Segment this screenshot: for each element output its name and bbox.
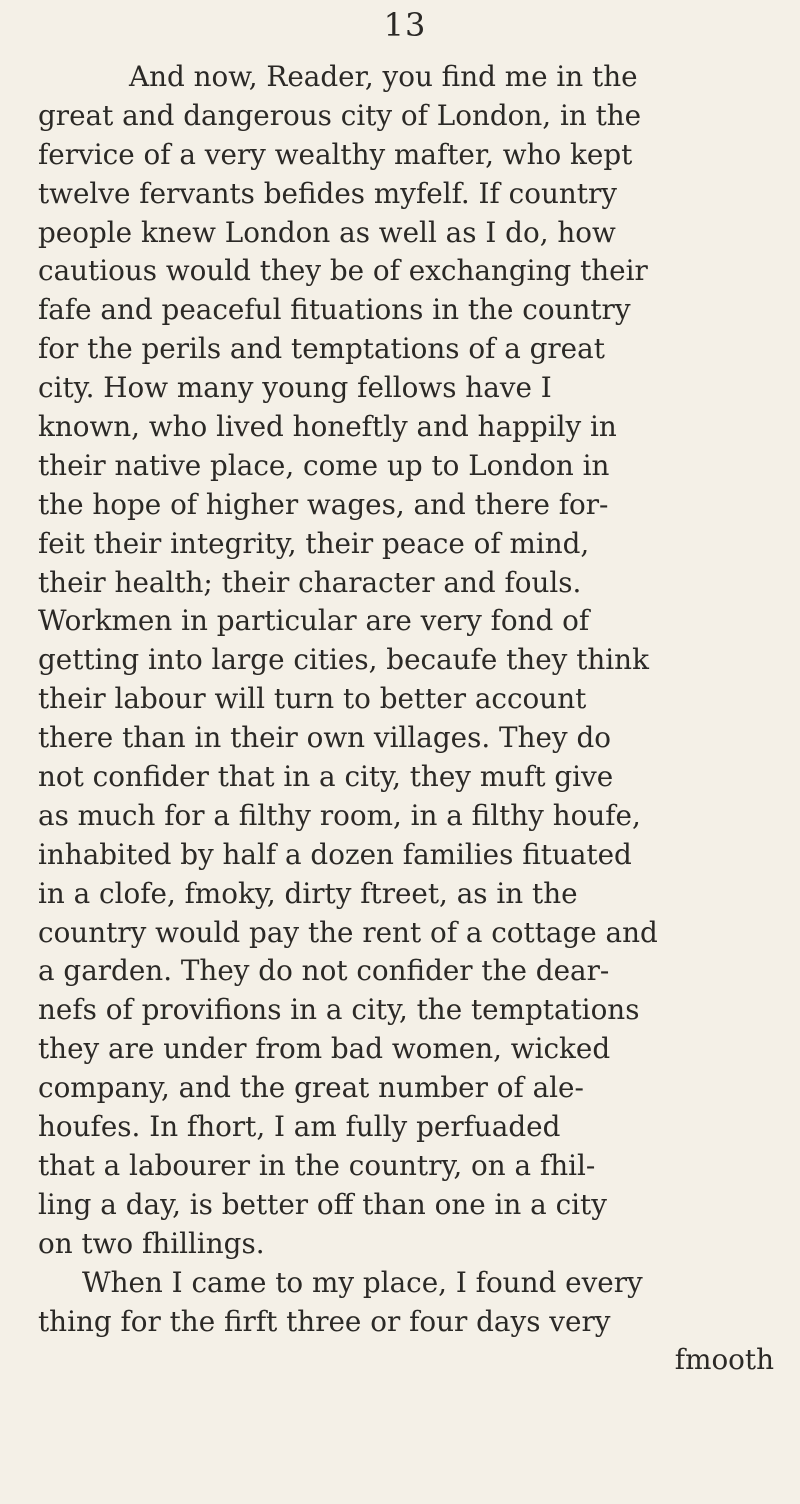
text-line: Workmen in particular are very fond of	[38, 604, 590, 638]
text-line: as much for a filthy room, in a filthy houfe,	[38, 798, 641, 832]
text-line: twelve fervants befides myfelf. If country	[38, 176, 617, 210]
body-text	[38, 58, 798, 1380]
text-line: in a clofe, fmoky, dirty ftreet, as in the	[38, 876, 578, 910]
text-line: city. How many young fellows have I	[38, 371, 552, 405]
text-line: company, and the great number of ale-	[38, 1071, 584, 1105]
text-line: their native place, come up to London in	[38, 448, 610, 482]
text-line: not confider that in a city, they muft give	[38, 760, 614, 794]
text-line: their health; their character and fouls.	[38, 565, 582, 599]
text-line: their labour will turn to better account	[38, 682, 587, 716]
text-line: houfes. In fhort, I am fully perfuaded	[38, 1110, 561, 1144]
text-line: on two fhillings.	[38, 1226, 265, 1260]
text-line: ling a day, is better off than one in a city	[38, 1187, 607, 1221]
text-line: for the perils and temptations of a great	[38, 332, 605, 366]
text-line: feit their integrity, their peace of mind,	[38, 526, 590, 560]
text-line: thing for the firft three or four days very	[38, 1304, 611, 1338]
text-line: that a labourer in the country, on a fhil-	[38, 1148, 596, 1182]
text-line: And now, Reader, you find me in the	[129, 60, 638, 93]
text-line: nefs of provifions in a city, the temptations	[38, 993, 640, 1027]
text-line: cautious would they be of exchanging their	[38, 254, 648, 288]
text-line: country would pay the rent of a cottage and	[38, 915, 658, 949]
text-line: fafe and peaceful fituations in the country	[38, 293, 631, 327]
text-line: there than in their own villages. They do	[38, 721, 611, 755]
text-line: the hope of higher wages, and there for-	[38, 487, 609, 521]
text-line: getting into large cities, becaufe they think	[38, 643, 649, 677]
text-line: fervice of a very wealthy mafter, who kept	[38, 137, 633, 171]
text-line: a garden. They do not confider the dear-	[38, 954, 610, 988]
text-line: known, who lived honeftly and happily in	[38, 410, 617, 444]
text-line: great and dangerous city of London, in the	[38, 98, 642, 132]
text-line: people knew London as well as I do, how	[38, 215, 616, 249]
text-line: When I came to my place, I found every	[82, 1265, 643, 1299]
text-line: inhabited by half a dozen families fituated	[38, 837, 632, 871]
catchword: fmooth	[674, 1343, 774, 1377]
page-number: 13	[383, 6, 427, 44]
text-line: they are under from bad women, wicked	[38, 1032, 611, 1066]
